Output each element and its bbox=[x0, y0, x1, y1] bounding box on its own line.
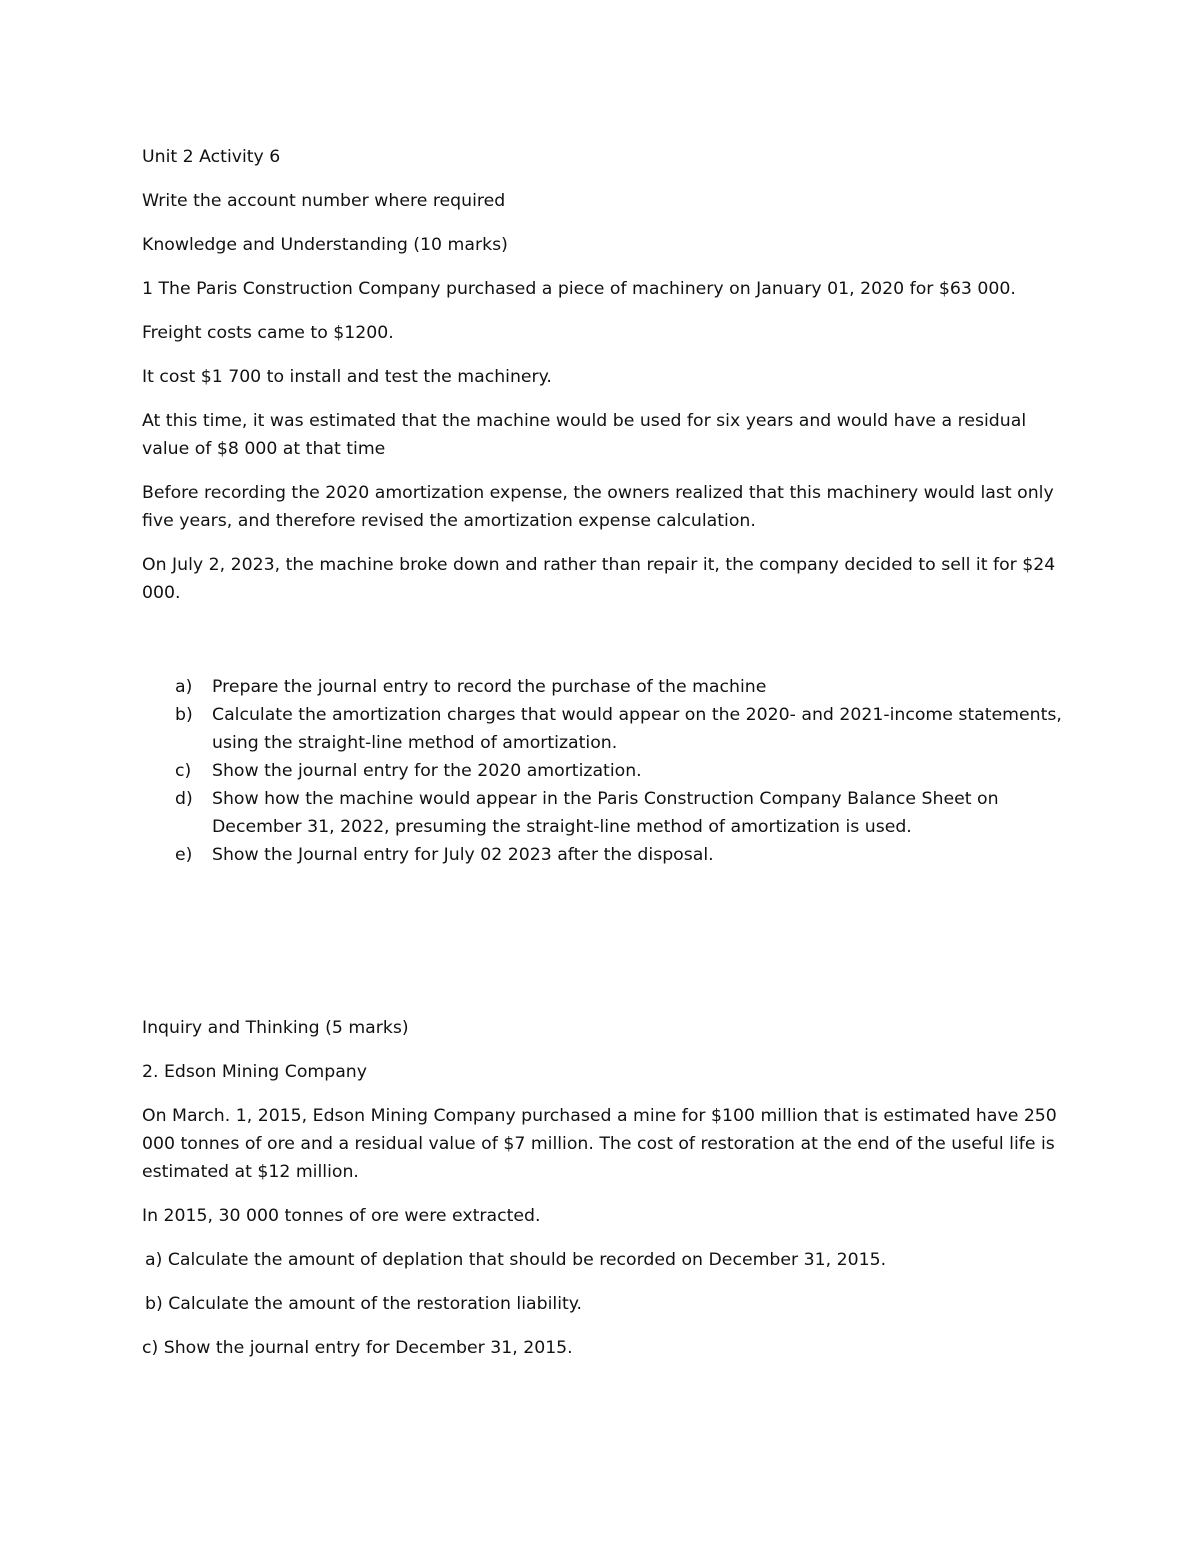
list-item bbox=[142, 673, 1067, 701]
list-item bbox=[142, 701, 1067, 757]
list-item bbox=[142, 757, 1067, 785]
instruction-text: Write the account number where required bbox=[142, 191, 506, 211]
list-item-text: Show the Journal entry for July 02 2023 after the disposal. bbox=[212, 845, 714, 865]
section2-question: b) Calculate the amount of the restoration liability. bbox=[145, 1294, 583, 1314]
section1-paragraph: At this time, it was estimated that the machine would be used for six years and would have a residual value of $8 000 at that time bbox=[142, 411, 1027, 459]
list-item-text: Prepare the journal entry to record the purchase of the machine bbox=[212, 677, 767, 697]
list-item bbox=[142, 785, 1067, 841]
document-body bbox=[142, 143, 1067, 1378]
section2-paragraph: In 2015, 30 000 tonnes of ore were extracted. bbox=[142, 1206, 541, 1226]
section2-company: 2. Edson Mining Company bbox=[142, 1062, 367, 1082]
list-marker: c) bbox=[175, 761, 192, 781]
section2-paragraph: On March. 1, 2015, Edson Mining Company purchased a mine for $100 million that is estimated have 250 000 tonnes of ore and a residual value of $7 million. The cost of restoration at the end of the useful life is estimated at $12 million. bbox=[142, 1106, 1057, 1182]
list-marker: a) bbox=[175, 677, 193, 697]
section1-paragraph: Before recording the 2020 amortization expense, the owners realized that this machinery would last only five years, and therefore revised the amortization expense calculation. bbox=[142, 483, 1054, 531]
section2 bbox=[142, 1014, 1067, 1362]
list-marker: d) bbox=[175, 789, 193, 809]
list-marker: e) bbox=[175, 845, 193, 865]
list-item-text: Calculate the amortization charges that would appear on the 2020- and 2021-income statements, using the straight-line method of amortization. bbox=[212, 705, 1062, 753]
document-title: Unit 2 Activity 6 bbox=[142, 147, 281, 167]
section1-paragraph: On July 2, 2023, the machine broke down and rather than repair it, the company decided to sell it for $24 000. bbox=[142, 555, 1056, 603]
section1-paragraph: Freight costs came to $1200. bbox=[142, 323, 394, 343]
section2-heading: Inquiry and Thinking (5 marks) bbox=[142, 1018, 409, 1038]
section2-question: c) Show the journal entry for December 31, 2015. bbox=[142, 1338, 573, 1358]
section1-heading: Knowledge and Understanding (10 marks) bbox=[142, 235, 508, 255]
section1-paragraph: 1 The Paris Construction Company purchased a piece of machinery on January 01, 2020 for $63 000. bbox=[142, 279, 1016, 299]
task-list bbox=[142, 673, 1067, 869]
list-marker: b) bbox=[175, 705, 193, 725]
section1-paragraph: It cost $1 700 to install and test the machinery. bbox=[142, 367, 552, 387]
section2-question: a) Calculate the amount of deplation that should be recorded on December 31, 2015. bbox=[145, 1250, 887, 1270]
list-item-text: Show the journal entry for the 2020 amortization. bbox=[212, 761, 642, 781]
list-item bbox=[142, 841, 1067, 869]
list-item-text: Show how the machine would appear in the Paris Construction Company Balance Sheet on December 31, 2022, presuming the straight-line method of amortization is used. bbox=[212, 789, 999, 837]
